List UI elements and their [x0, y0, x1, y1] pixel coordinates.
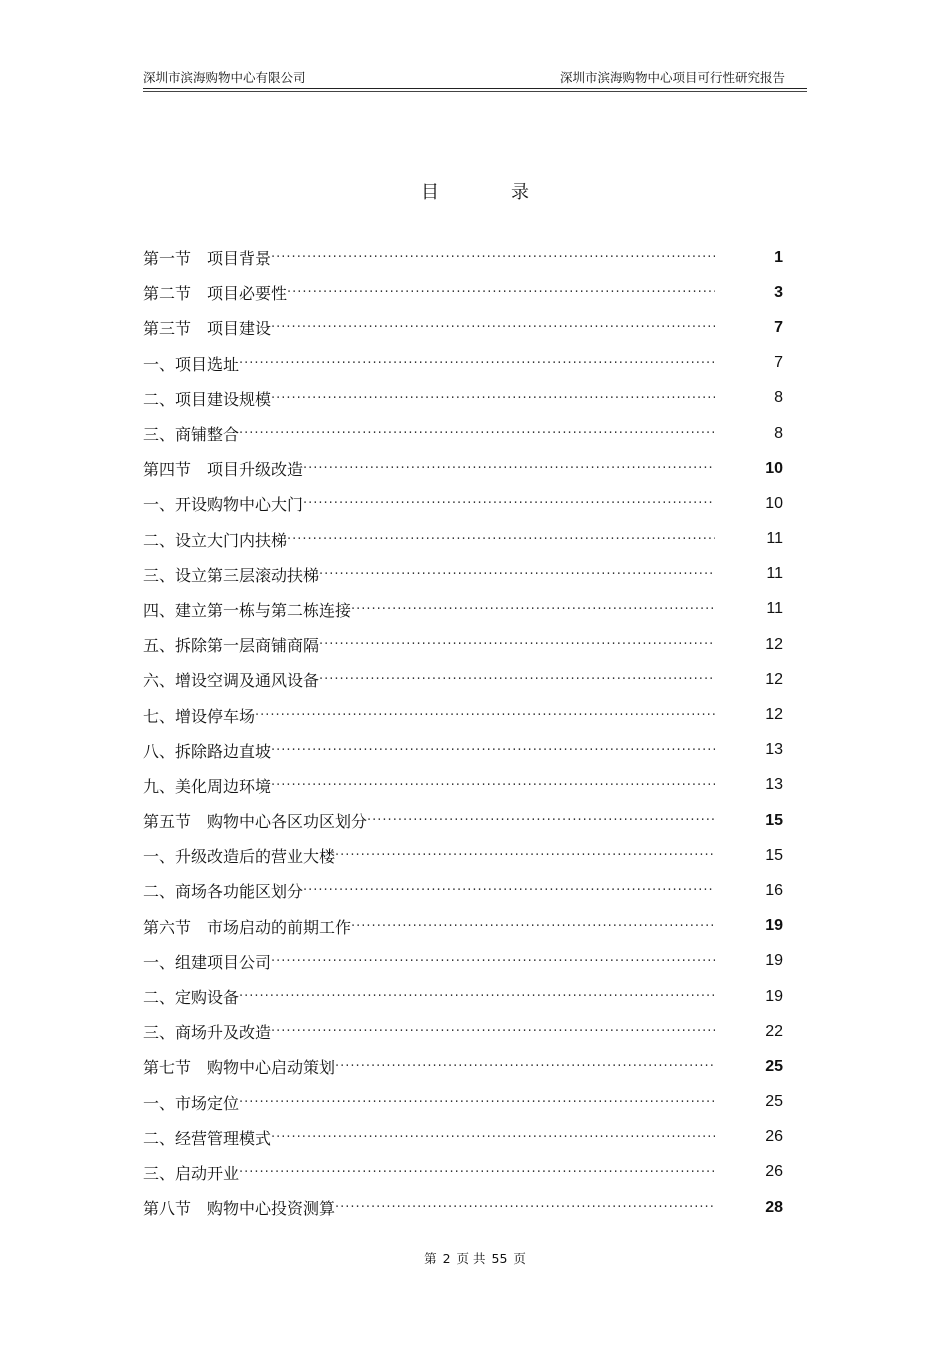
toc-heading: [0, 178, 950, 204]
toc-page-number: 3: [774, 283, 783, 301]
toc-entry-title: [143, 352, 239, 375]
toc-page-number: 22: [765, 1022, 783, 1040]
toc-entry-text: 一、升级改造后的营业大楼: [143, 847, 336, 867]
toc-leader-dots: [335, 844, 715, 867]
toc-page-number: 7: [774, 354, 783, 372]
toc-page-number: 12: [765, 635, 783, 653]
toc-entry-title: [143, 1161, 239, 1184]
toc-page-number: 28: [765, 1198, 783, 1216]
toc-entry-text: 七、增设停车场: [143, 706, 256, 726]
toc-page-number: 25: [765, 1057, 783, 1075]
toc-leader-dots: [303, 457, 715, 480]
toc-subsection-entry[interactable]: [143, 1014, 793, 1049]
toc-heading-part2: 录: [511, 182, 529, 203]
toc-section-number: 第六节: [143, 917, 192, 937]
toc-section-number: 第二节: [143, 284, 192, 304]
toc-leader-dots: [367, 809, 715, 832]
toc-entry-title: [143, 1091, 239, 1114]
toc-entry-title: [143, 316, 271, 339]
toc-subsection-entry[interactable]: [143, 979, 793, 1014]
toc-entry-label: [143, 563, 715, 586]
toc-entry-label: [143, 668, 715, 691]
toc-entry-label: [143, 1091, 715, 1114]
toc-heading-part1: 目: [421, 182, 439, 203]
toc-entry-label: [143, 915, 715, 938]
toc-entry-text: 三、设立第三层滚动扶梯: [143, 565, 320, 585]
toc-page-number: 19: [765, 987, 783, 1005]
toc-entry-label: [143, 844, 715, 867]
toc-section-entry[interactable]: [143, 803, 793, 838]
toc-section-entry[interactable]: [143, 909, 793, 944]
toc-entry-label: [143, 246, 715, 269]
toc-page-number: 11: [766, 530, 783, 548]
toc-page-number: 19: [765, 917, 783, 935]
toc-entry-label: [143, 1020, 715, 1043]
toc-entry-title: [143, 387, 271, 410]
toc-section-number: 第七节: [143, 1058, 192, 1078]
toc-entry-text: 九、美化周边环境: [143, 776, 272, 796]
toc-entry-text: 六、增设空调及通风设备: [143, 671, 320, 691]
toc-page-number: 15: [765, 811, 783, 829]
toc-entry-text: 八、拆除路边直坡: [143, 741, 272, 761]
toc-leader-dots: [239, 1161, 715, 1184]
toc-section-number: 第八节: [143, 1199, 192, 1219]
toc-entry-title: [143, 985, 239, 1008]
toc-entry-label: [143, 1196, 715, 1219]
toc-section-entry[interactable]: [143, 1049, 793, 1084]
toc-entry-label: [143, 950, 715, 973]
toc-entry-label: [143, 1055, 715, 1078]
toc-entry-text: 二、商场各功能区划分: [143, 882, 304, 902]
toc-entry-title: [143, 1126, 271, 1149]
toc-entry-label: [143, 281, 715, 304]
toc-section-entry[interactable]: [143, 310, 793, 345]
toc-entry-label: [143, 422, 715, 445]
toc-entry-text: 四、建立第一栋与第二栋连接: [143, 600, 352, 620]
toc-entry-label: [143, 739, 715, 762]
toc-leader-dots: [271, 246, 715, 269]
toc-leader-dots: [271, 950, 715, 973]
toc-subsection-entry[interactable]: [143, 346, 793, 381]
toc-entry-label: [143, 809, 715, 832]
toc-entry-text: 二、项目建设规模: [143, 389, 272, 409]
toc-entry-label: [143, 985, 715, 1008]
toc-entry-title: [143, 598, 351, 621]
toc-leader-dots: [351, 915, 715, 938]
toc-entry-text: 购物中心投资测算: [207, 1199, 336, 1219]
header-company: 深圳市滨海购物中心有限公司: [143, 70, 306, 85]
footer-prefix: 第: [424, 1251, 437, 1266]
toc-leader-dots: [351, 598, 715, 621]
toc-entry-label: [143, 879, 715, 902]
toc-page-number: 10: [765, 459, 783, 477]
toc-entry-title: [143, 739, 271, 762]
toc-page-number: 15: [765, 846, 783, 864]
header-report-title: 深圳市滨海购物中心项目可行性研究报告: [559, 70, 785, 85]
toc-leader-dots: [239, 1091, 715, 1114]
toc-subsection-entry[interactable]: [143, 944, 793, 979]
toc-entry-title: [143, 844, 335, 867]
toc-leader-dots: [239, 352, 715, 375]
toc-leader-dots: [271, 774, 715, 797]
toc-entry-text: 购物中心启动策划: [207, 1058, 336, 1078]
toc-entry-label: [143, 457, 715, 480]
toc-page-number: 12: [765, 706, 783, 724]
toc-entry-text: 一、项目选址: [143, 354, 240, 374]
toc-page-number: 7: [774, 318, 783, 336]
toc-page-number: 8: [774, 424, 783, 442]
page-footer: [0, 1249, 950, 1267]
toc-subsection-entry[interactable]: [143, 873, 793, 908]
toc-page-number: 13: [765, 741, 783, 759]
toc-entry-text: 五、拆除第一层商铺商隔: [143, 636, 320, 656]
toc-entry-title: [143, 633, 319, 656]
toc-entry-label: [143, 1126, 715, 1149]
toc-entry-label: [143, 774, 715, 797]
toc-entry-label: [143, 352, 715, 375]
toc-entry-text: 三、启动开业: [143, 1163, 240, 1183]
toc-leader-dots: [239, 985, 715, 1008]
toc-entry-text: 二、经营管理模式: [143, 1128, 272, 1148]
toc-entry-text: 一、组建项目公司: [143, 952, 272, 972]
toc-entry-title: [143, 950, 271, 973]
toc-entry-title: [143, 1055, 335, 1078]
footer-middle: 页 共: [456, 1251, 486, 1266]
toc-page-number: 26: [765, 1128, 783, 1146]
toc-entry-text: 项目背景: [207, 249, 272, 269]
toc-entry-title: [143, 422, 239, 445]
toc-leader-dots: [303, 492, 715, 515]
toc-entry-text: 三、商铺整合: [143, 425, 240, 445]
toc-leader-dots: [287, 528, 715, 551]
toc-subsection-entry[interactable]: [143, 1155, 793, 1190]
toc-entry-title: [143, 668, 319, 691]
toc-entry-title: [143, 528, 287, 551]
toc-entry-text: 一、开设购物中心大门: [143, 495, 304, 515]
toc-section-number: 第四节: [143, 460, 192, 480]
toc-leader-dots: [287, 281, 715, 304]
toc-entry-text: 项目升级改造: [207, 460, 304, 480]
toc-entry-text: 项目必要性: [207, 284, 288, 304]
toc-subsection-entry[interactable]: [143, 486, 793, 521]
toc-section-number: 第三节: [143, 319, 192, 339]
toc-entry-title: [143, 879, 303, 902]
footer-current-page: 2: [442, 1251, 451, 1266]
toc-entry-text: 二、设立大门内扶梯: [143, 530, 288, 550]
toc-entry-label: [143, 633, 715, 656]
toc-entry-title: [143, 1020, 271, 1043]
footer-total-pages: 55: [491, 1251, 508, 1266]
toc-section-number: 第五节: [143, 812, 192, 832]
toc-entry-text: 项目建设: [207, 319, 272, 339]
page-header: [143, 66, 807, 89]
toc-subsection-entry[interactable]: [143, 733, 793, 768]
toc-entry-text: 二、定购设备: [143, 988, 240, 1008]
toc-leader-dots: [335, 1055, 715, 1078]
toc-subsection-entry[interactable]: [143, 1085, 793, 1120]
toc-entry-title: [143, 492, 303, 515]
toc-subsection-entry[interactable]: [143, 768, 793, 803]
table-of-contents: [143, 240, 793, 1225]
toc-entry-title: [143, 704, 255, 727]
toc-subsection-entry[interactable]: [143, 627, 793, 662]
toc-subsection-entry[interactable]: [143, 697, 793, 732]
toc-entry-title: [143, 915, 351, 938]
toc-section-entry[interactable]: [143, 275, 793, 310]
toc-leader-dots: [319, 563, 715, 586]
toc-leader-dots: [335, 1196, 715, 1219]
toc-page-number: 11: [766, 565, 783, 583]
header-rule: [143, 91, 807, 92]
toc-entry-label: [143, 316, 715, 339]
toc-subsection-entry[interactable]: [143, 381, 793, 416]
toc-page-number: 1: [774, 248, 783, 266]
toc-subsection-entry[interactable]: [143, 557, 793, 592]
toc-leader-dots: [303, 879, 715, 902]
toc-leader-dots: [239, 422, 715, 445]
toc-entry-title: [143, 1196, 335, 1219]
toc-entry-title: [143, 246, 271, 269]
toc-entry-title: [143, 563, 319, 586]
toc-page-number: 12: [765, 670, 783, 688]
toc-section-entry[interactable]: [143, 451, 793, 486]
toc-entry-text: 三、商场升及改造: [143, 1023, 272, 1043]
toc-page-number: 26: [765, 1163, 783, 1181]
toc-entry-label: [143, 528, 715, 551]
toc-entry-title: [143, 774, 271, 797]
toc-section-entry[interactable]: [143, 240, 793, 275]
toc-leader-dots: [271, 739, 715, 762]
toc-section-number: 第一节: [143, 249, 192, 269]
toc-page-number: 19: [765, 952, 783, 970]
toc-subsection-entry[interactable]: [143, 1120, 793, 1155]
toc-leader-dots: [319, 668, 715, 691]
footer-suffix: 页: [513, 1251, 526, 1266]
toc-page-number: 16: [765, 881, 783, 899]
toc-subsection-entry[interactable]: [143, 662, 793, 697]
toc-subsection-entry[interactable]: [143, 522, 793, 557]
toc-entry-title: [143, 281, 287, 304]
toc-leader-dots: [271, 316, 715, 339]
toc-entry-label: [143, 387, 715, 410]
toc-entry-title: [143, 809, 367, 832]
toc-subsection-entry[interactable]: [143, 838, 793, 873]
toc-entry-text: 购物中心各区功区划分: [207, 812, 368, 832]
toc-page-number: 11: [766, 600, 783, 618]
toc-page-number: 8: [774, 389, 783, 407]
toc-leader-dots: [255, 704, 715, 727]
toc-section-entry[interactable]: [143, 1190, 793, 1225]
toc-entry-label: [143, 598, 715, 621]
toc-leader-dots: [271, 1020, 715, 1043]
toc-subsection-entry[interactable]: [143, 416, 793, 451]
toc-page-number: 10: [765, 494, 783, 512]
toc-entry-text: 市场启动的前期工作: [207, 917, 352, 937]
toc-page-number: 13: [765, 776, 783, 794]
toc-page-number: 25: [765, 1093, 783, 1111]
toc-entry-label: [143, 1161, 715, 1184]
toc-entry-label: [143, 492, 715, 515]
toc-entry-label: [143, 704, 715, 727]
toc-entry-title: [143, 457, 303, 480]
toc-leader-dots: [271, 1126, 715, 1149]
toc-entry-text: 一、市场定位: [143, 1093, 240, 1113]
toc-leader-dots: [319, 633, 715, 656]
toc-leader-dots: [271, 387, 715, 410]
toc-subsection-entry[interactable]: [143, 592, 793, 627]
